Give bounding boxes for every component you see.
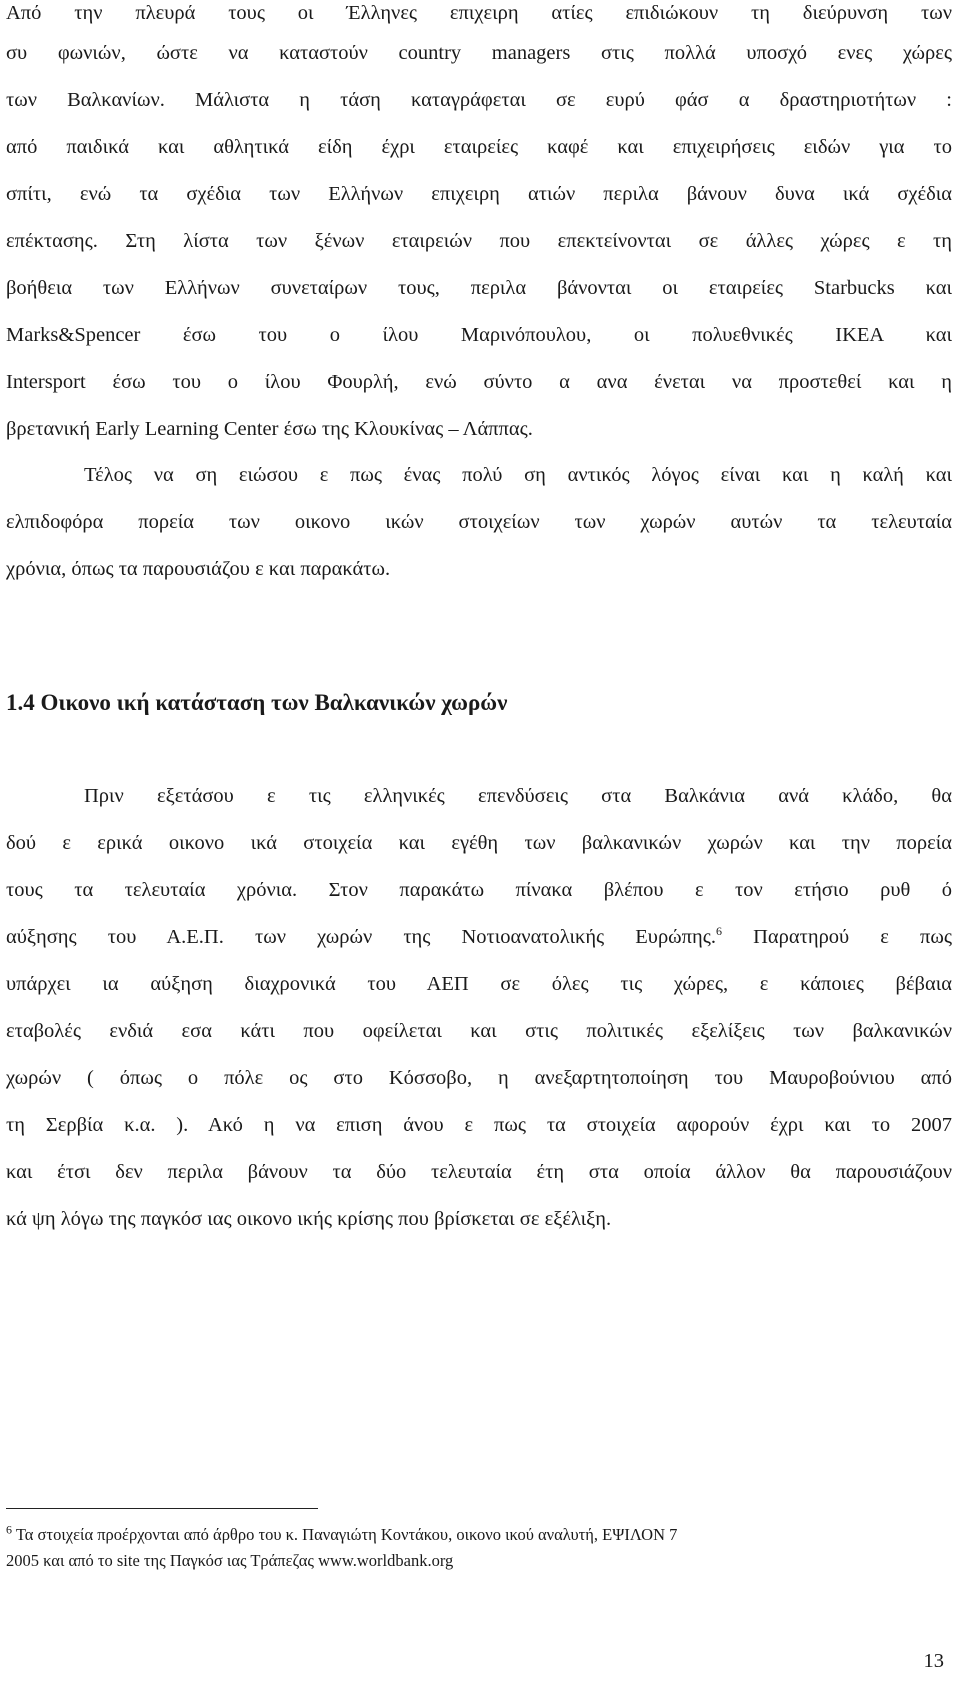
text-line: βρετανική Early Learning Center έσω της Κλουκίνας – Λάππας. [6, 418, 533, 440]
footnote-marker: 6 [6, 1522, 12, 1537]
text-line: τους τα τελευταία χρόνια. Στον παρακάτω πίνακα βλέπου ε τον ετήσιο ρυθ ό [6, 879, 952, 901]
text-line: των Βαλκανίων. Μάλιστα η τάση καταγράφεται σε ευρύ φάσ α δραστηριοτήτων : [6, 89, 952, 111]
text-line: χρόνια, όπως τα παρουσιάζου ε και παρακάτω. [6, 558, 391, 580]
text-line: ελπιδοφόρα πορεία των οικονο ικών στοιχείων των χωρών αυτών τα τελευταία [6, 511, 952, 533]
footnote-line: 2005 και από το site της Παγκόσ ιας Τράπεζας www.worldbank.org [6, 1551, 454, 1570]
text-line: δού ε ερικά οικονο ικά στοιχεία και εγέθη των βαλκανικών χωρών και την πορεία [6, 832, 952, 854]
text-line: Από την πλευρά τους οι Έλληνες επιχειρη ατίες επιδιώκουν τη διεύρυνση των [6, 2, 952, 24]
text-line [6, 924, 952, 950]
text-line: Πριν εξετάσου ε τις ελληνικές επενδύσεις στα Βαλκάνια ανά κλάδο, θα [84, 785, 952, 807]
text-line: Τέλος να ση ειώσου ε πως ένας πολύ ση αντικός λόγος είναι και η καλή και [84, 464, 952, 486]
text-line: Marks&Spencer έσω του ο ίλου Μαρινόπουλου, οι πολυεθνικές ΙΚΕΑ και [6, 324, 952, 346]
footnote-line [6, 1524, 906, 1546]
section-heading: 1.4 Οικονο ική κατάσταση των Βαλκανικών χωρών [6, 690, 508, 715]
text-line: κά ψη λόγω της παγκόσ ιας οικονο ικής κρίσης που βρίσκεται σε εξέλιξη. [6, 1208, 612, 1230]
text-line: και έτσι δεν περιλα βάνουν τα δύο τελευταία έτη στα οποία άλλον θα παρουσιάζουν [6, 1161, 952, 1183]
text-line: Intersport έσω του ο ίλου Φουρλή, ενώ σύντο α ανα ένεται να προστεθεί και η [6, 371, 952, 393]
text-line: υπάρχει ια αύξηση διαχρονικά του ΑΕΠ σε όλες τις χώρες, ε κάποιες βέβαια [6, 973, 952, 995]
text-line: από παιδικά και αθλητικά είδη έχρι εταιρείες καφέ και επιχειρήσεις ειδών για το [6, 136, 952, 158]
text-line: χωρών ( όπως ο πόλε ος στο Κόσσοβο, η ανεξαρτητοποίηση του Μαυροβούνιου από [6, 1067, 952, 1089]
text-segment: αύξησης του Α.Ε.Π. των χωρών της Νοτιοανατολικής Ευρώπης. [6, 926, 716, 948]
footnote-text: Τα στοιχεία προέρχονται από άρθρο του κ. Παναγιώτη Κοντάκου, οικονο ικού αναλυτή, ΕΨΙΛΟΝ 7 [12, 1525, 678, 1544]
text-line: βοήθεια των Ελλήνων συνεταίρων τους, περιλα βάνονται οι εταιρείες Starbucks και [6, 277, 952, 299]
text-segment: Παρατηρού ε πως [721, 926, 952, 948]
footnote-separator [6, 1508, 318, 1509]
text-line: συ φωνιών, ώστε να καταστούν country managers στις πολλά υποσχό ενες χώρες [6, 42, 952, 64]
page-number: 13 [923, 1650, 944, 1672]
text-line: επέκτασης. Στη λίστα των ξένων εταιρειών που επεκτείνονται σε άλλες χώρες ε τη [6, 230, 952, 252]
text-line: σπίτι, ενώ τα σχέδια των Ελλήνων επιχειρη ατιών περιλα βάνουν δυνα ικά σχέδια [6, 183, 952, 205]
footnote-reference[interactable]: 6 [715, 924, 722, 939]
text-line: τη Σερβία κ.α. ). Ακό η να επιση άνου ε πως τα στοιχεία αφορούν έχρι και το 2007 [6, 1114, 952, 1136]
text-line: εταβολές ενδιά εσα κάτι που οφείλεται και στις πολιτικές εξελίξεις των βαλκανικών [6, 1020, 952, 1042]
